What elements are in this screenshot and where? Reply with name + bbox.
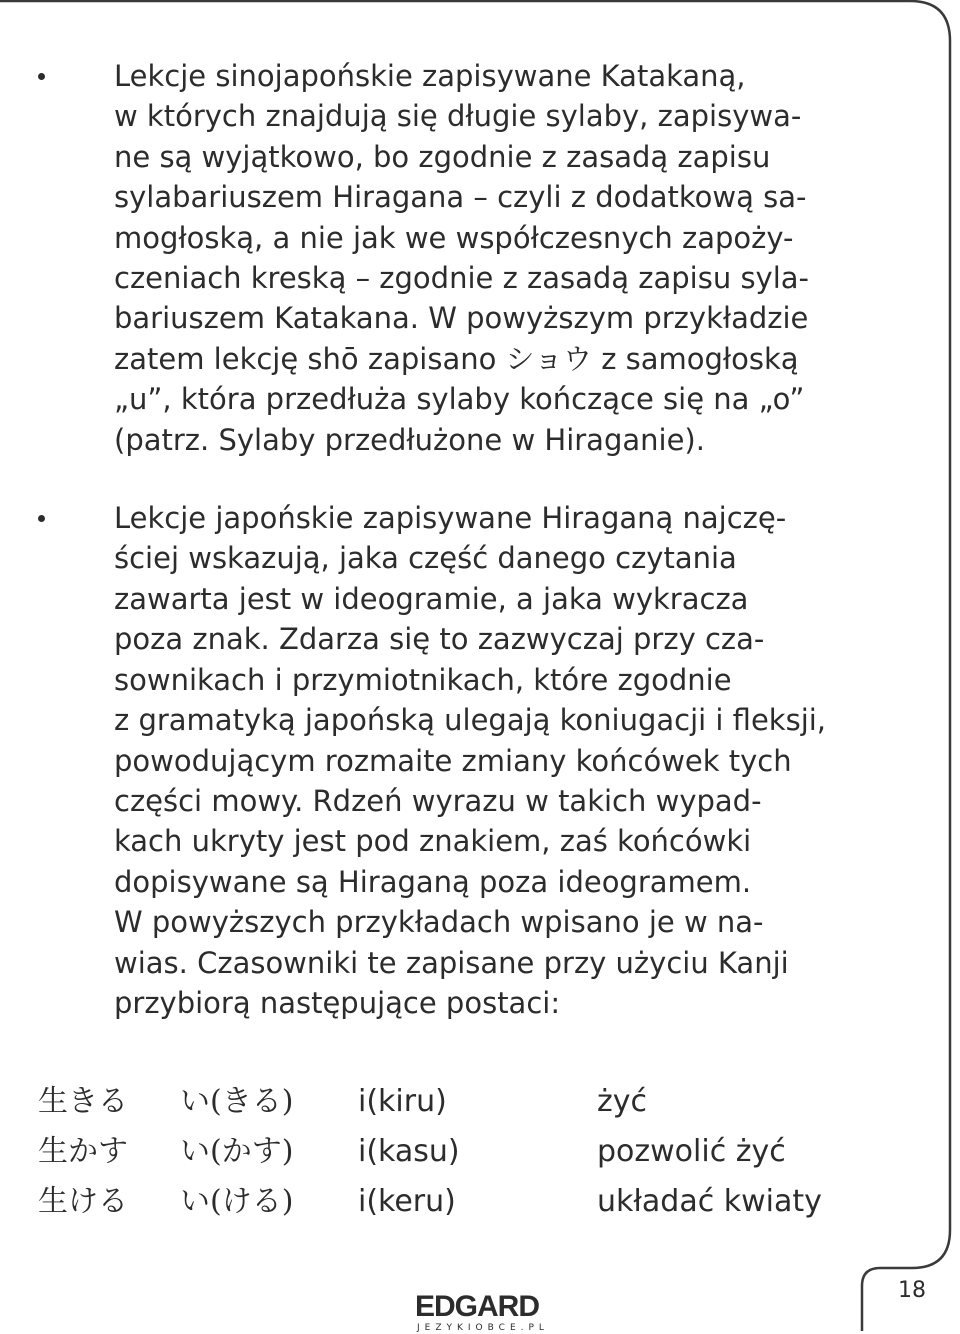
verb-kanji: 生かす xyxy=(38,1134,128,1169)
verb-meaning: żyć xyxy=(597,1084,647,1119)
verb-kana: い(ける) xyxy=(180,1184,294,1219)
bullet-item-hiragana xyxy=(0,498,914,1023)
bullet-item-katakana xyxy=(0,56,914,460)
logo-subtitle: JEZYKIOBCE.PL xyxy=(417,1323,549,1333)
text-line: dopisywane są Hiraganą poza ideogramem. xyxy=(114,864,752,899)
verb-meaning: pozwolić żyć xyxy=(597,1134,786,1169)
verb-kana: い(かす) xyxy=(180,1134,294,1169)
text-line: z gramatyką japońską ulegają koniugacji i fleksji, xyxy=(114,703,827,738)
verb-romaji: i(kiru) xyxy=(358,1084,447,1119)
text-line: powodującym rozmaite zmiany końcówek tych xyxy=(114,743,792,778)
text-line: „u”, która przedłuża sylaby kończące się na „o” xyxy=(114,382,805,417)
text-line: Lekcje sinojapońskie zapisywane Katakaną, xyxy=(114,59,746,93)
text-line: ściej wskazują, jaka część danego czytania xyxy=(114,541,737,576)
text-line: przybiorą następujące postaci: xyxy=(114,985,561,1020)
verb-meaning: układać kwiaty xyxy=(597,1184,822,1219)
verb-kana: い(きる) xyxy=(180,1084,294,1119)
text-line: mogłoską, a nie jak we współczesnych zapoży- xyxy=(114,220,794,255)
publisher-logo xyxy=(412,1290,549,1334)
bullet-dot xyxy=(38,73,45,80)
text-line: (patrz. Sylaby przedłużone w Hiraganie). xyxy=(114,422,705,457)
text-line: w których znajdują się długie sylaby, zapisywa- xyxy=(114,99,802,134)
verb-table xyxy=(0,1080,960,1230)
text-line: zawarta jest w ideogramie, a jaka wykracza xyxy=(114,581,749,616)
text-line: kach ukryty jest pod znakiem, zaś końcówki xyxy=(114,824,752,859)
verb-romaji: i(kasu) xyxy=(358,1134,460,1169)
text-line: sownikach i przymiotnikach, które zgodnie xyxy=(114,662,732,697)
text-line: Lekcje japońskie zapisywane Hiraganą najczę- xyxy=(114,501,787,536)
text-line: zatem lekcję shō zapisano ショウ z samogłoską xyxy=(114,341,799,376)
text-line: czeniach kreską – zgodnie z zasadą zapisu syla- xyxy=(114,261,810,296)
text-line: bariuszem Katakana. W powyższym przykładzie xyxy=(114,301,809,336)
logo-wordmark: EDGARD xyxy=(414,1290,539,1323)
text-line: wias. Czasowniki te zapisane przy użyciu Kanji xyxy=(114,945,789,980)
text-line: poza znak. Zdarza się to zazwyczaj przy cza- xyxy=(114,622,765,657)
text-line: części mowy. Rdzeń wyrazu w takich wypad- xyxy=(114,783,762,818)
verb-row xyxy=(0,1080,960,1130)
verb-kanji: 生きる xyxy=(38,1084,128,1119)
page-number: 18 xyxy=(898,1278,926,1303)
verb-row xyxy=(0,1130,960,1180)
text-line: ne są wyjątkowo, bo zgodnie z zasadą zapisu xyxy=(114,139,771,174)
verb-kanji: 生ける xyxy=(38,1184,128,1219)
verb-romaji: i(keru) xyxy=(358,1184,456,1219)
bullet-list xyxy=(0,56,960,1023)
bullet-dot xyxy=(38,515,45,522)
text-line: sylabariuszem Hiragana – czyli z dodatkową sa- xyxy=(114,180,807,215)
verb-row xyxy=(0,1180,960,1230)
text-line: W powyższych przykładach wpisano je w na- xyxy=(114,905,764,940)
